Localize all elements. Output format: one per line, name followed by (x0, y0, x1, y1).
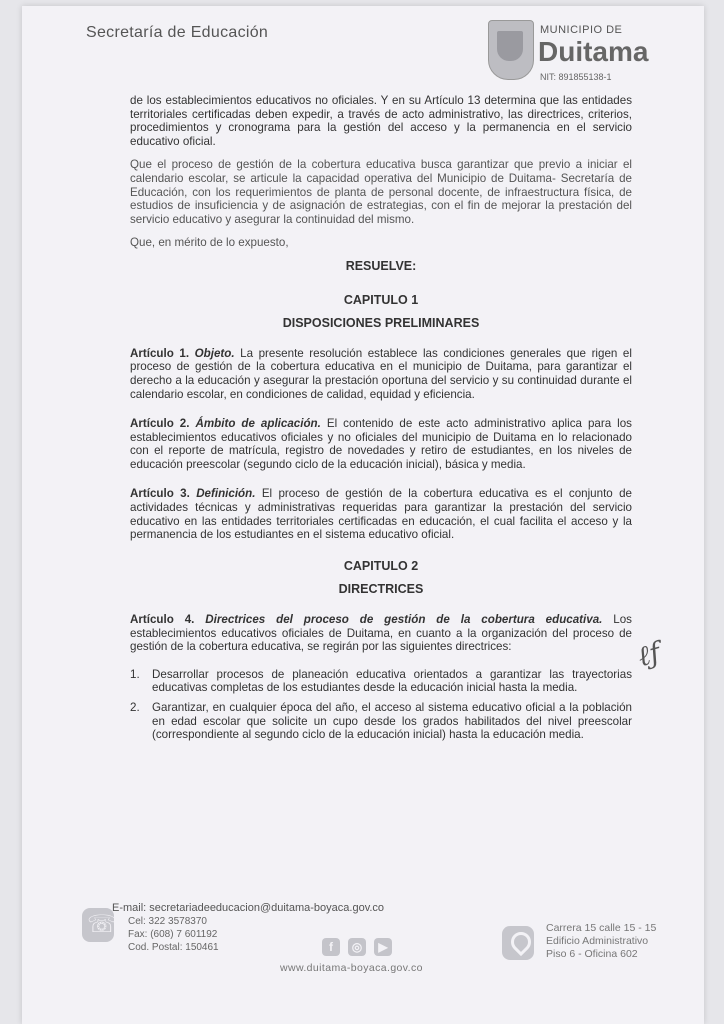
paragraph: Que el proceso de gestión de la cobertura educativa busca garantizar que previo a iniciar el calendario escolar, se articule la capacidad operativa del Municipio de Duitama- Secretaría de Educación, con los requerimientos de planta de personal docente, de infraestructura física, de estudios de insuficiencia y de asignación de estrategias, con el fin de mejorar la prestación del servicio educativo y asegurar la continuidad del mismo. (130, 158, 632, 226)
article-label: Artículo 1. (130, 346, 190, 360)
article-text: Los establecimientos educativos oficiales de Duitama, en cuanto a la organización del proceso de gestión de la cobertura educativa, se regirán por las siguientes directrices: (130, 613, 632, 654)
article-4 (130, 613, 632, 654)
address-line: Piso 6 - Oficina 602 (546, 948, 638, 960)
department-header: Secretaría de Educación (86, 24, 269, 41)
phone-icon (82, 908, 114, 942)
social-icons (322, 938, 402, 958)
list-text: Desarrollar procesos de planeación educativa orientados a garantizar las trayectorias educativas completas de los estudiantes desde la educación inicial hasta la media. (152, 667, 632, 695)
footer-fax: Fax: (608) 7 601192 (128, 929, 218, 940)
chapter-1-title: CAPITULO 1 (343, 292, 419, 307)
article-3 (130, 487, 632, 541)
article-title: Objeto. (194, 346, 235, 360)
coat-of-arms-icon (488, 20, 534, 80)
paragraph: Que, en mérito de lo expuesto, (130, 236, 289, 250)
location-pin-icon (502, 926, 534, 960)
footer-postal: Cod. Postal: 150461 (128, 942, 219, 953)
list-item (130, 668, 632, 695)
list-text: Garantizar, en cualquier época del año, el acceso al sistema educativo oficial a la población en edad escolar que solicite un cupo desde los grados habilitados del nivel preescolar (correspondiente al segundo ciclo de la educación inicial) hasta la educación media. (152, 701, 632, 742)
article-title: Directrices del proceso de gestión de la cobertura educativa. (205, 613, 603, 627)
article-title: Ámbito de aplicación. (195, 417, 321, 431)
article-1 (130, 347, 632, 401)
article-label: Artículo 4. (130, 613, 195, 627)
footer-cel: Cel: 322 3578370 (128, 916, 207, 927)
list-number: 2. (130, 701, 140, 714)
list-item (130, 701, 632, 742)
document-page (22, 6, 704, 1024)
footer-address (502, 922, 692, 972)
facebook-icon[interactable]: f (322, 938, 340, 956)
article-label: Artículo 3. (130, 487, 190, 501)
document-body (130, 94, 632, 748)
article-label: Artículo 2. (130, 417, 190, 431)
logo-label: MUNICIPIO DE (540, 24, 623, 36)
address-line: Edificio Administrativo (546, 935, 649, 947)
article-text: El proceso de gestión de la cobertura educativa es el conjunto de actividades técnicas y administrativas requeridas para garantizar la prestación del servicio educativo en las entidades territoriales certificadas en educación, el cual facilita el acceso y la permanencia de los estudiantes en el sistema educativo oficial. (130, 487, 632, 542)
address-line: Carrera 15 calle 15 - 15 (546, 922, 657, 934)
youtube-icon[interactable]: ▶ (374, 938, 392, 956)
article-text: La presente resolución establece las condiciones generales que rigen el proceso de gestión de la cobertura educativa en el municipio de Duitama, para garantizar el derecho a la educación y asegurar la prestación oportuna del servicio y su continuidad durante el calendario escolar, en condiciones de calidad, equidad y eficiencia. (130, 346, 632, 401)
handwritten-initials: ℓƒ (633, 635, 664, 674)
instagram-icon[interactable]: ◎ (348, 938, 366, 956)
logo-nit: NIT: 891855138-1 (540, 72, 612, 82)
article-text: El contenido de este acto administrativo aplica para los establecimientos educativos oficiales y no oficiales del municipio de Duitama en lo relacionado con el reporte de matrícula, registro de novedades y retiro de estudiantes, en los niveles de educación preescolar (segundo ciclo de la educación inicial), básica y media. (130, 417, 632, 471)
article-2 (130, 417, 632, 471)
directives-list (130, 668, 632, 742)
footer-website[interactable]: www.duitama-boyaca.gov.co (280, 962, 423, 974)
logo-city: Duitama (538, 36, 649, 67)
municipality-logo (488, 16, 688, 88)
footer-email[interactable]: E-mail: secretariadeeducacion@duitama-boyaca.gov.co (112, 902, 385, 914)
list-number: 1. (130, 667, 140, 681)
chapter-1-subtitle: DISPOSICIONES PRELIMINARES (282, 316, 480, 331)
resolve-heading: RESUELVE: (345, 258, 417, 273)
paragraph: de los establecimientos educativos no oficiales. Y en su Artículo 13 determina que las entidades territoriales certificadas deben expedir, a través de acto administrativo, las directrices, criterios, procedimientos y cronograma para la gestión del acceso y la permanencia en el servicio educativo oficial. (130, 94, 632, 148)
article-title: Definición. (196, 487, 256, 501)
chapter-2-subtitle: DIRECTRICES (338, 582, 424, 597)
chapter-2-title: CAPITULO 2 (343, 558, 419, 573)
